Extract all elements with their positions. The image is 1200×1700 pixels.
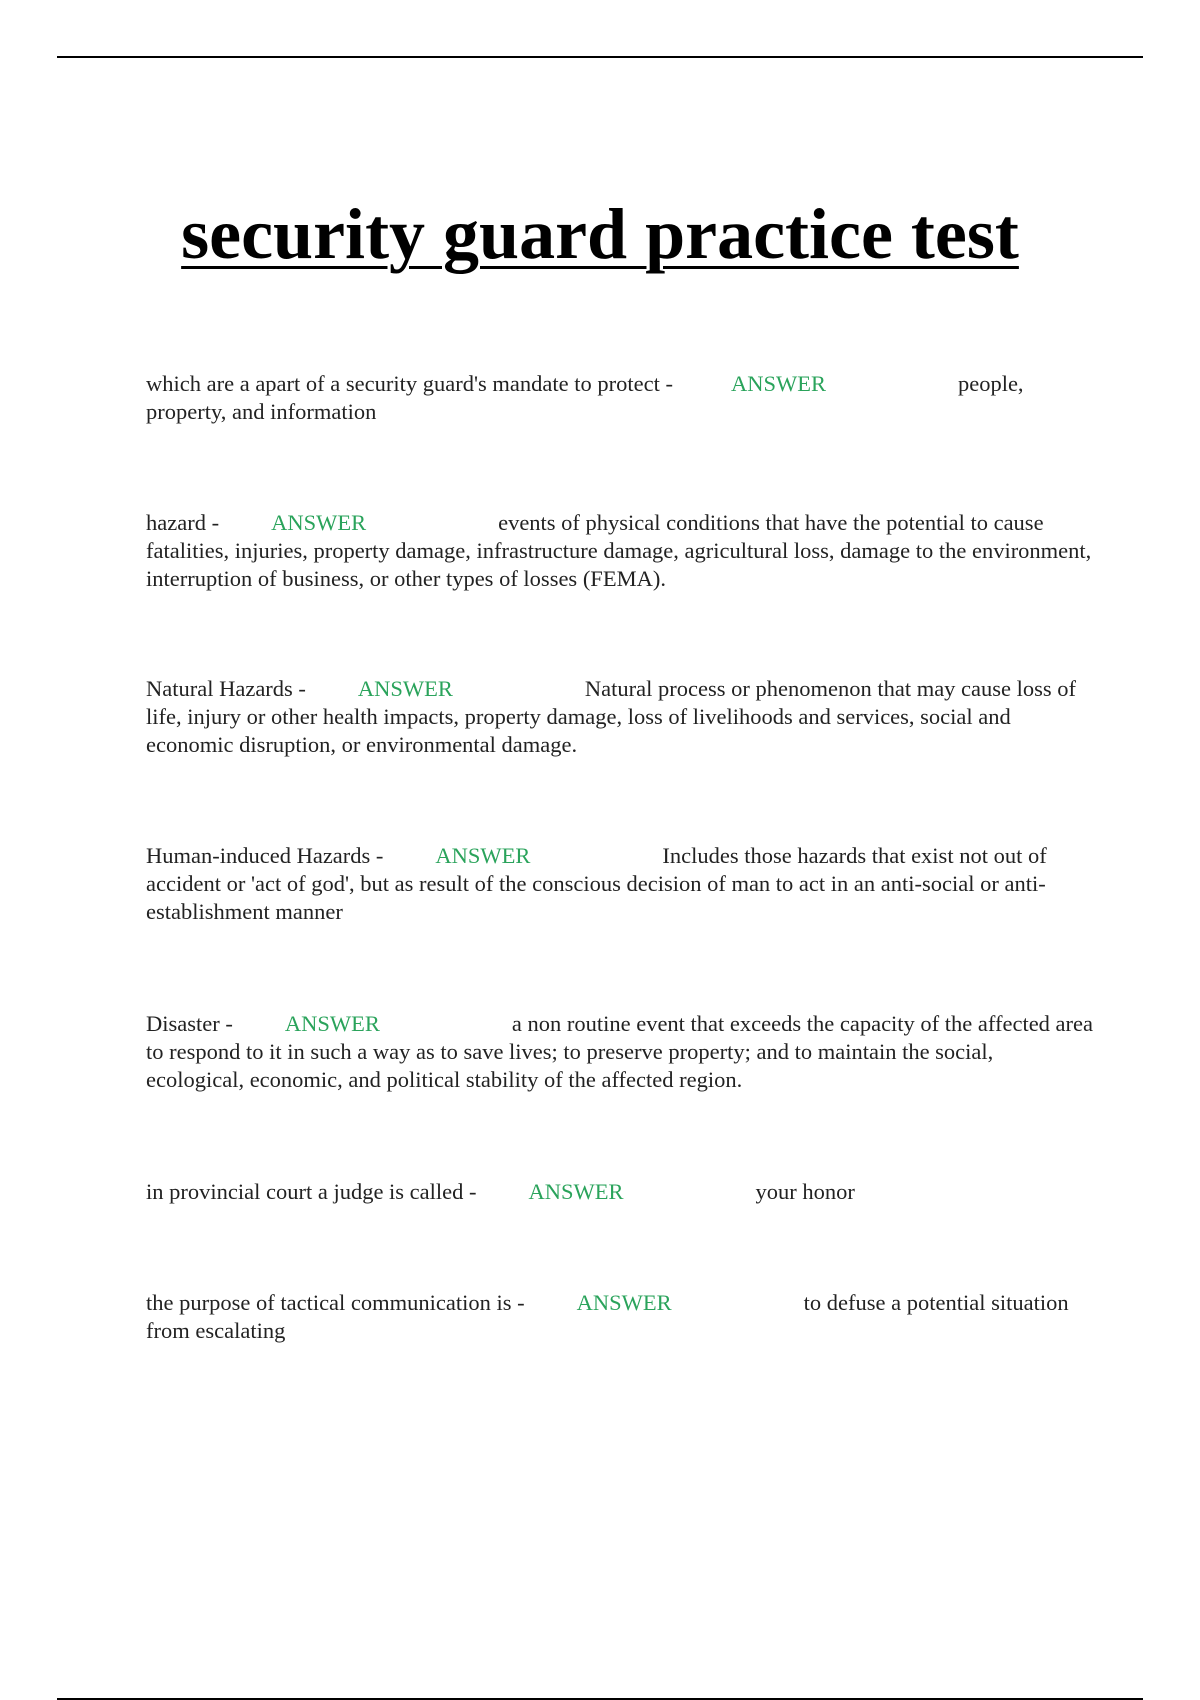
question-text: Disaster - (146, 1011, 233, 1036)
question-text: Natural Hazards - (146, 676, 306, 701)
answer-text: events of physical conditions that have the potential to cause fatalities, injuries, property damage, infrastructure damage, agricultural loss, damage to the environment, interruption of business, or other types of losses (FEMA). (146, 510, 1092, 591)
top-rule (57, 56, 1143, 58)
answer-text: your honor (755, 1179, 855, 1204)
answer-label: ANSWER (528, 1179, 624, 1204)
answer-label: ANSWER (284, 1011, 380, 1036)
answer-label: ANSWER (357, 676, 453, 701)
question-text: in provincial court a judge is called - (146, 1179, 477, 1204)
answer-text: Natural process or phenomenon that may cause loss of life, injury or other health impacts, property damage, loss of livelihoods and services, social and economic disruption, or environmental damage. (146, 676, 1077, 757)
qa-item (146, 1010, 1096, 1094)
qa-item (146, 675, 1096, 759)
question-text: the purpose of tactical communication is - (146, 1290, 525, 1315)
answer-text: Includes those hazards that exist not out of accident or 'act of god', but as result of the conscious decision of man to act in an anti-social or anti-establishment manner (146, 843, 1047, 924)
answer-label: ANSWER (271, 510, 367, 535)
answer-label: ANSWER (435, 843, 531, 868)
answer-text: to defuse a potential situation from escalating (146, 1290, 1069, 1343)
answer-text: a non routine event that exceeds the capacity of the affected area to respond to it in such a way as to save lives; to preserve property; and to maintain the social, ecological, economic, and political stability of the affected region. (146, 1011, 1094, 1092)
qa-item (146, 1289, 1096, 1345)
question-text: hazard - (146, 510, 220, 535)
qa-item (146, 370, 1096, 426)
page-title: security guard practice test (181, 194, 1019, 274)
answer-label: ANSWER (576, 1290, 672, 1315)
qa-item (146, 842, 1096, 926)
answer-label: ANSWER (730, 371, 826, 396)
answer-text: people, property, and information (146, 371, 1024, 424)
question-text: which are a apart of a security guard's mandate to protect - (146, 371, 673, 396)
question-text: Human-induced Hazards - (146, 843, 384, 868)
qa-item (146, 509, 1096, 593)
qa-item (146, 1178, 1096, 1206)
